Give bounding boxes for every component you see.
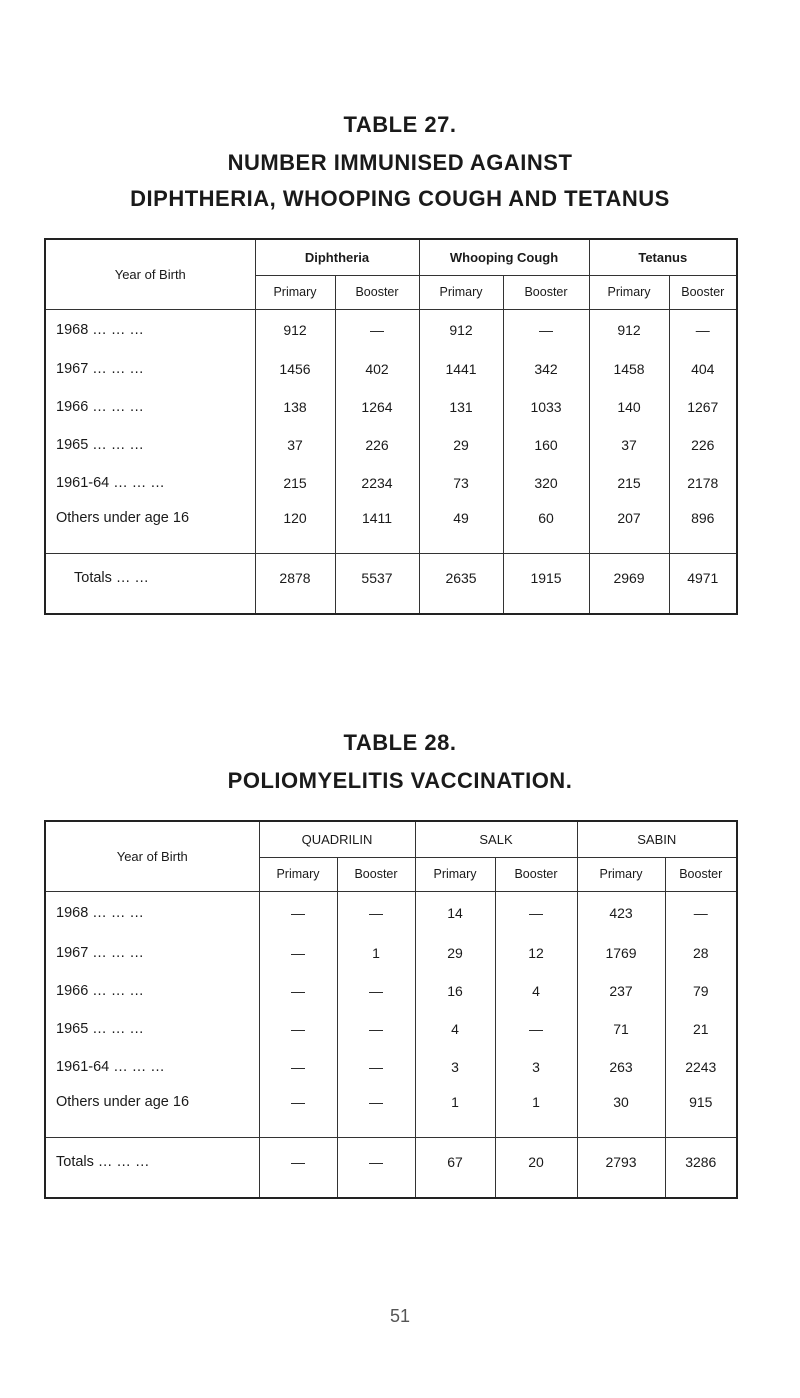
row-label: 1968 … … … <box>45 310 255 350</box>
cell: — <box>495 1010 577 1048</box>
cell: — <box>259 892 337 934</box>
cell: 1456 <box>255 350 335 388</box>
cell: 37 <box>255 426 335 464</box>
cell: 404 <box>669 350 737 388</box>
cell: 1264 <box>335 388 419 426</box>
subheader-primary: Primary <box>415 857 495 891</box>
row-label: 1968 … … … <box>45 892 259 934</box>
row-label: 1961-64 … … … <box>45 464 255 502</box>
cell: — <box>335 310 419 350</box>
row-label: 1965 … … … <box>45 1010 259 1048</box>
cell: 138 <box>255 388 335 426</box>
cell: 1411 <box>335 502 419 554</box>
cell: 140 <box>589 388 669 426</box>
group-header-diphtheria: Diphtheria <box>255 239 419 275</box>
group-header-salk: SALK <box>415 821 577 857</box>
cell: 73 <box>419 464 503 502</box>
table-row <box>45 464 737 502</box>
cell: 2243 <box>665 1048 737 1086</box>
cell: 16 <box>415 972 495 1010</box>
table-row <box>45 1010 737 1048</box>
totals-label: Totals … … <box>45 554 255 614</box>
subheader-primary: Primary <box>259 857 337 891</box>
cell: — <box>503 310 589 350</box>
totals-row <box>45 554 737 614</box>
subheader-booster: Booster <box>669 275 737 309</box>
cell: 215 <box>589 464 669 502</box>
cell: 1267 <box>669 388 737 426</box>
cell: 1458 <box>589 350 669 388</box>
table-27-subtitle-line1: NUMBER IMMUNISED AGAINST <box>227 150 573 175</box>
totals-label: Totals … … … <box>45 1138 259 1198</box>
subheader-primary: Primary <box>255 275 335 309</box>
cell: 4 <box>495 972 577 1010</box>
table-row <box>45 350 737 388</box>
cell: 21 <box>665 1010 737 1048</box>
table-row <box>45 426 737 464</box>
table-28-title: TABLE 28. <box>343 730 457 755</box>
cell: — <box>337 1010 415 1048</box>
cell: 896 <box>669 502 737 554</box>
table-28-subtitle: POLIOMYELITIS VACCINATION. <box>227 768 573 793</box>
cell: — <box>665 892 737 934</box>
cell: 237 <box>577 972 665 1010</box>
cell: 120 <box>255 502 335 554</box>
cell: 1 <box>337 934 415 972</box>
table-row <box>45 972 737 1010</box>
cell: 263 <box>577 1048 665 1086</box>
subheader-primary: Primary <box>419 275 503 309</box>
cell: 1 <box>415 1086 495 1138</box>
cell: 207 <box>589 502 669 554</box>
table-27 <box>44 238 738 615</box>
cell: 28 <box>665 934 737 972</box>
cell: 2178 <box>669 464 737 502</box>
row-label: 1967 … … … <box>45 350 255 388</box>
cell: 402 <box>335 350 419 388</box>
total-cell: — <box>259 1138 337 1198</box>
cell: 1769 <box>577 934 665 972</box>
cell: 1033 <box>503 388 589 426</box>
cell: — <box>259 934 337 972</box>
cell: 71 <box>577 1010 665 1048</box>
group-header-tetanus: Tetanus <box>589 239 737 275</box>
cell: — <box>259 1010 337 1048</box>
cell: 30 <box>577 1086 665 1138</box>
cell: 2234 <box>335 464 419 502</box>
table-row <box>45 388 737 426</box>
row-label: 1967 … … … <box>45 934 259 972</box>
cell: 29 <box>419 426 503 464</box>
cell: 14 <box>415 892 495 934</box>
table-row <box>45 892 737 934</box>
total-cell: 67 <box>415 1138 495 1198</box>
year-of-birth-header: Year of Birth <box>45 821 259 891</box>
row-label: Others under age 16 <box>45 502 255 554</box>
cell: 912 <box>255 310 335 350</box>
cell: 226 <box>669 426 737 464</box>
subheader-booster: Booster <box>335 275 419 309</box>
table-row <box>45 310 737 350</box>
subheader-primary: Primary <box>577 857 665 891</box>
cell: — <box>669 310 737 350</box>
cell: 320 <box>503 464 589 502</box>
row-label: 1961-64 … … … <box>45 1048 259 1086</box>
subheader-booster: Booster <box>665 857 737 891</box>
row-label: 1965 … … … <box>45 426 255 464</box>
cell: 49 <box>419 502 503 554</box>
subheader-booster: Booster <box>495 857 577 891</box>
group-header-sabin: SABIN <box>577 821 737 857</box>
cell: 423 <box>577 892 665 934</box>
group-header-whooping-cough: Whooping Cough <box>419 239 589 275</box>
cell: — <box>259 972 337 1010</box>
total-cell: 5537 <box>335 554 419 614</box>
cell: 1 <box>495 1086 577 1138</box>
cell: 131 <box>419 388 503 426</box>
table-27-title: TABLE 27. <box>343 112 457 137</box>
total-cell: 2635 <box>419 554 503 614</box>
cell: 912 <box>419 310 503 350</box>
row-label: 1966 … … … <box>45 972 259 1010</box>
cell: 79 <box>665 972 737 1010</box>
cell: — <box>337 1048 415 1086</box>
total-cell: 3286 <box>665 1138 737 1198</box>
cell: 3 <box>495 1048 577 1086</box>
table-row <box>45 934 737 972</box>
totals-row <box>45 1138 737 1198</box>
cell: 3 <box>415 1048 495 1086</box>
cell: 12 <box>495 934 577 972</box>
table-row <box>45 1086 737 1138</box>
cell: 37 <box>589 426 669 464</box>
row-label: Others under age 16 <box>45 1086 259 1138</box>
cell: — <box>259 1048 337 1086</box>
cell: — <box>337 892 415 934</box>
cell: 1441 <box>419 350 503 388</box>
page-number: 51 <box>389 1306 411 1326</box>
cell: 226 <box>335 426 419 464</box>
group-header-quadrilin: QUADRILIN <box>259 821 415 857</box>
subheader-booster: Booster <box>337 857 415 891</box>
cell: — <box>259 1086 337 1138</box>
subheader-booster: Booster <box>503 275 589 309</box>
cell: 29 <box>415 934 495 972</box>
total-cell: 20 <box>495 1138 577 1198</box>
cell: 215 <box>255 464 335 502</box>
cell: 4 <box>415 1010 495 1048</box>
total-cell: 2969 <box>589 554 669 614</box>
total-cell: 2793 <box>577 1138 665 1198</box>
cell: — <box>337 972 415 1010</box>
table-28 <box>44 820 738 1199</box>
subheader-primary: Primary <box>589 275 669 309</box>
total-cell: — <box>337 1138 415 1198</box>
table-27-subtitle-line2: DIPHTHERIA, WHOOPING COUGH AND TETANUS <box>130 186 670 211</box>
total-cell: 1915 <box>503 554 589 614</box>
table-row <box>45 502 737 554</box>
cell: 342 <box>503 350 589 388</box>
table-row <box>45 1048 737 1086</box>
cell: 160 <box>503 426 589 464</box>
cell: 915 <box>665 1086 737 1138</box>
total-cell: 2878 <box>255 554 335 614</box>
total-cell: 4971 <box>669 554 737 614</box>
cell: — <box>337 1086 415 1138</box>
cell: 912 <box>589 310 669 350</box>
year-of-birth-header: Year of Birth <box>45 239 255 309</box>
cell: — <box>495 892 577 934</box>
row-label: 1966 … … … <box>45 388 255 426</box>
cell: 60 <box>503 502 589 554</box>
